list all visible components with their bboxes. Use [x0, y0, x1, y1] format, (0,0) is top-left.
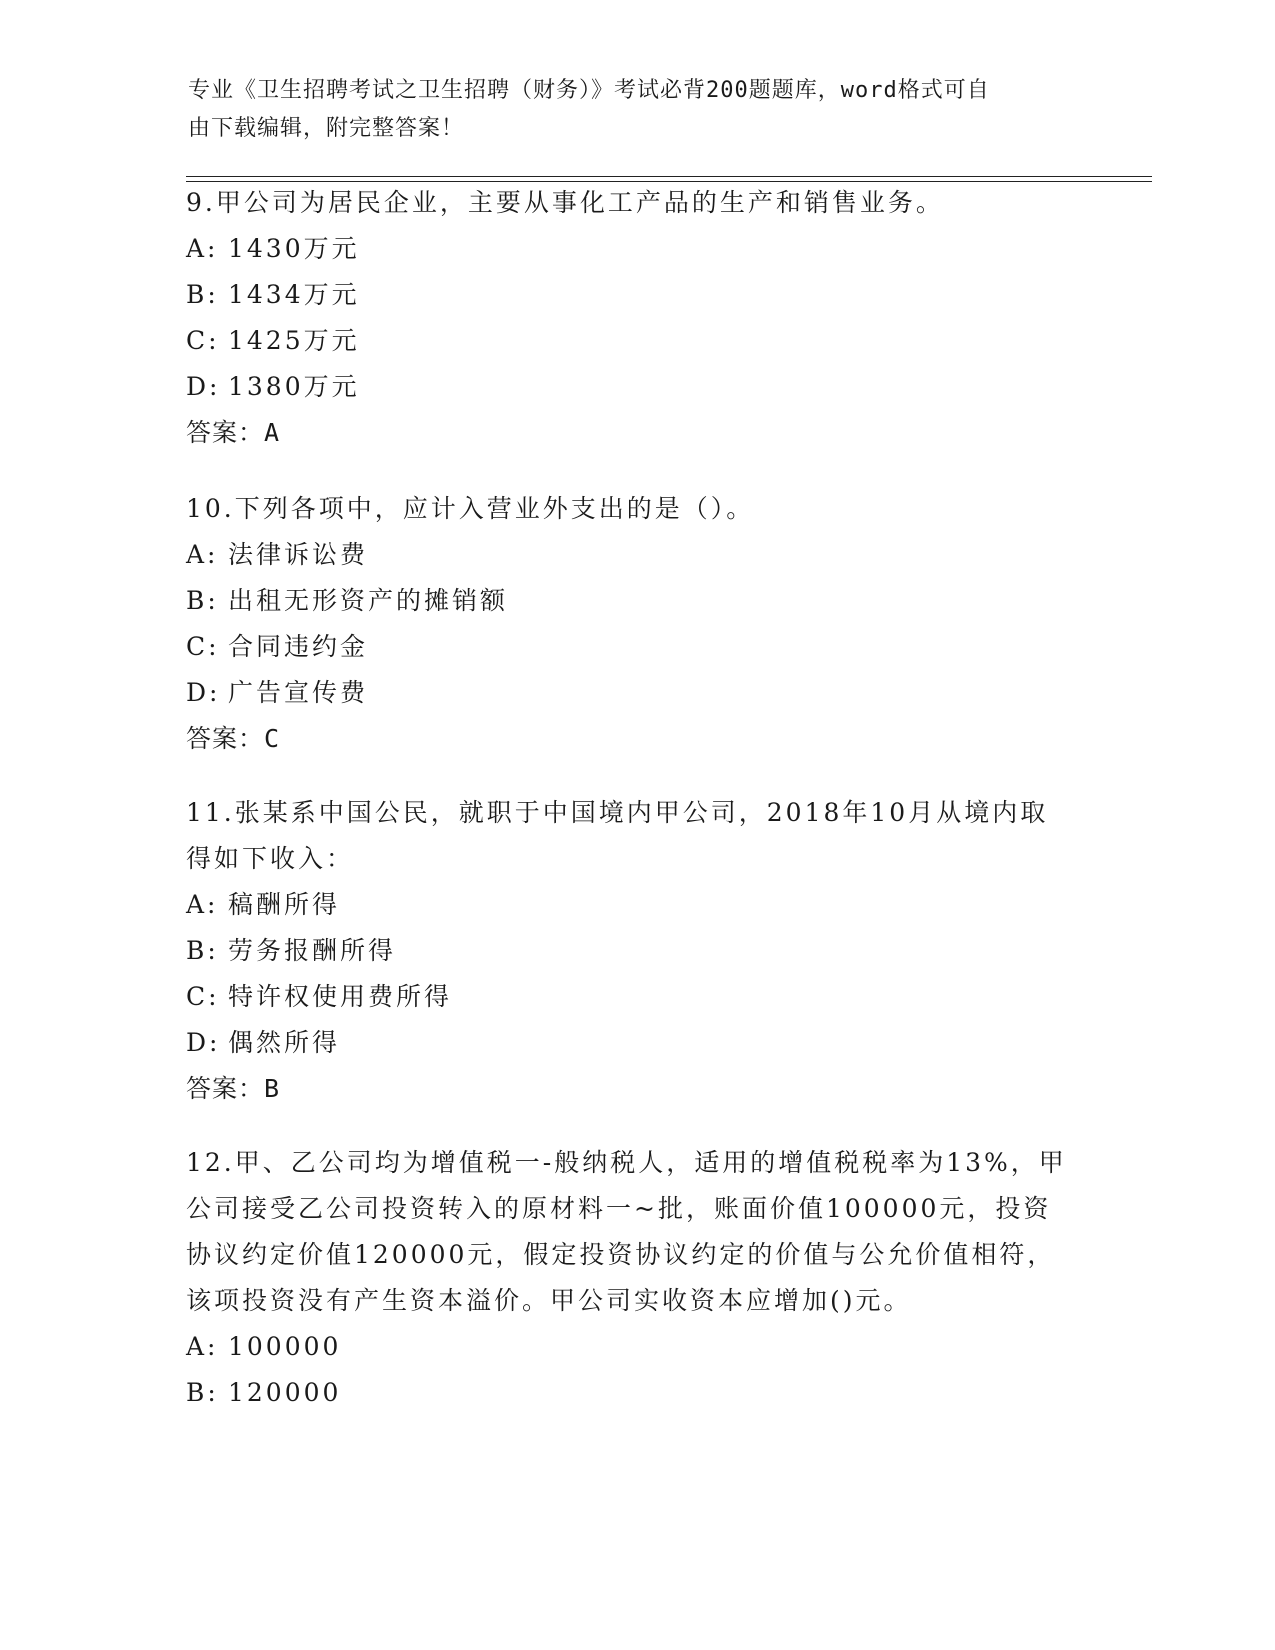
option-text: 广告宣传费 [228, 678, 369, 707]
question-stem-line-3: 协议约定价值120000元，假定投资协议约定的价值与公允价值相符， [186, 1240, 1056, 1269]
option-text: 劳务报酬所得 [228, 936, 397, 965]
option-text: 1380万元 [228, 372, 360, 401]
option-a [186, 1324, 1086, 1370]
option-d [186, 670, 1086, 716]
option-text: 出租无形资产的摊销额 [228, 586, 509, 615]
header-line-1: 专业《卫生招聘考试之卫生招聘（财务）》考试必背200题题库，word格式可自 [188, 78, 990, 103]
option-text: 法律诉讼费 [228, 540, 369, 569]
option-text: 偶然所得 [228, 1028, 341, 1057]
option-b [186, 578, 1086, 624]
option-a [186, 882, 1086, 928]
option-key: B: [186, 586, 219, 615]
question-11 [186, 790, 1086, 1112]
answer-line: 答案：C [186, 724, 281, 753]
option-c [186, 318, 1086, 364]
option-key: D: [186, 1028, 221, 1057]
question-stem-line-1: 12.甲、乙公司均为增值税一-般纳税人，适用的增值税税率为13%，甲 [186, 1148, 1067, 1177]
header-line-2: 由下载编辑，附完整答案！ [188, 116, 465, 141]
question-9 [186, 180, 1086, 456]
option-a [186, 226, 1086, 272]
option-key: A: [186, 890, 219, 919]
option-key: C: [186, 982, 220, 1011]
question-stem: 10.下列各项中，应计入营业外支出的是（）。 [186, 494, 755, 523]
option-key: B: [186, 1378, 219, 1407]
option-key: C: [186, 632, 220, 661]
option-a [186, 532, 1086, 578]
question-stem-line-2: 得如下收入： [186, 844, 355, 873]
option-key: B: [186, 936, 219, 965]
option-key: B: [186, 280, 219, 309]
question-stem-line-1: 11.张某系中国公民，就职于中国境内甲公司，2018年10月从境内取 [186, 798, 1049, 827]
document-header [188, 72, 1068, 148]
answer-line: 答案：B [186, 1074, 281, 1103]
option-key: C: [186, 326, 220, 355]
option-b [186, 1370, 1086, 1416]
question-stem-line-4: 该项投资没有产生资本溢价。甲公司实收资本应增加()元。 [186, 1286, 912, 1315]
question-10 [186, 486, 1086, 762]
option-c [186, 624, 1086, 670]
option-text: 1430万元 [228, 234, 360, 263]
option-key: A: [186, 1332, 219, 1361]
option-text: 120000 [228, 1378, 342, 1407]
option-text: 100000 [228, 1332, 342, 1361]
option-text: 1425万元 [228, 326, 360, 355]
option-key: D: [186, 678, 221, 707]
option-text: 特许权使用费所得 [228, 982, 453, 1011]
option-key: D: [186, 372, 221, 401]
option-key: A: [186, 540, 219, 569]
question-12 [186, 1140, 1086, 1416]
option-text: 稿酬所得 [228, 890, 341, 919]
question-stem: 9.甲公司为居民企业，主要从事化工产品的生产和销售业务。 [186, 188, 944, 217]
question-stem-line-2: 公司接受乙公司投资转入的原材料一~批，账面价值100000元，投资 [186, 1194, 1052, 1223]
option-b [186, 928, 1086, 974]
option-text: 合同违约金 [228, 632, 369, 661]
answer-line: 答案：A [186, 418, 281, 447]
option-d [186, 364, 1086, 410]
header-divider-top [186, 176, 1152, 177]
option-c [186, 974, 1086, 1020]
option-b [186, 272, 1086, 318]
option-key: A: [186, 234, 219, 263]
option-text: 1434万元 [228, 280, 360, 309]
option-d [186, 1020, 1086, 1066]
